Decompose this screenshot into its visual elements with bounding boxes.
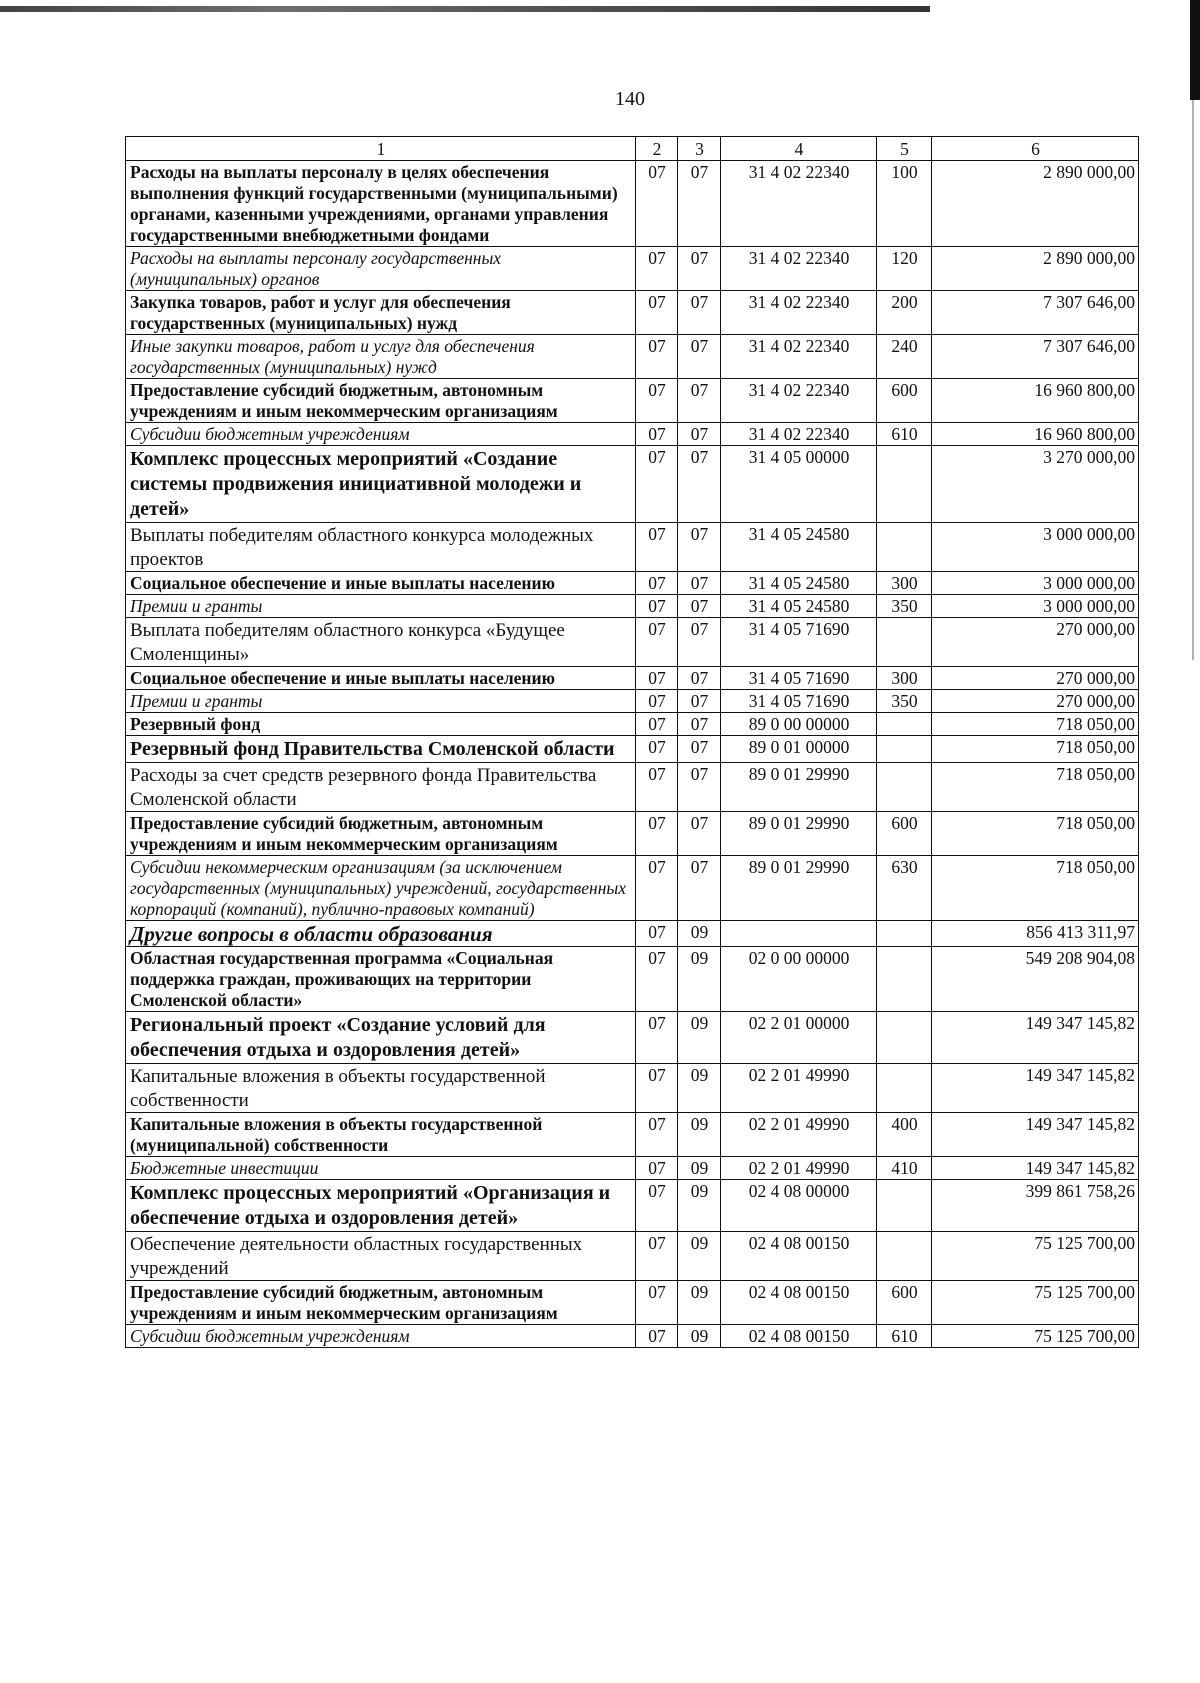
cell-name: Другие вопросы в области образования bbox=[126, 921, 636, 947]
cell-name: Предоставление субсидий бюджетным, автономным учреждениям и иным некоммерческим организациям bbox=[126, 1281, 636, 1325]
table-row bbox=[126, 921, 1139, 947]
cell-name: Субсидии некоммерческим организациям (за исключением государственных (муниципальных) учреждений, государственных корпораций (компаний), публично-правовых компаний) bbox=[126, 856, 636, 921]
table-row bbox=[126, 812, 1139, 856]
cell-section: 07 bbox=[636, 667, 678, 690]
cell-section: 07 bbox=[636, 1232, 678, 1281]
cell-name: Премии и гранты bbox=[126, 595, 636, 618]
cell-amount: 856 413 311,97 bbox=[932, 921, 1139, 947]
cell-amount: 16 960 800,00 bbox=[932, 379, 1139, 423]
table-row bbox=[126, 446, 1139, 523]
cell-target-article: 31 4 05 24580 bbox=[721, 572, 877, 595]
cell-expense-type: 600 bbox=[877, 379, 932, 423]
cell-section: 07 bbox=[636, 572, 678, 595]
cell-section: 07 bbox=[636, 1157, 678, 1180]
cell-amount: 2 890 000,00 bbox=[932, 161, 1139, 247]
cell-section: 07 bbox=[636, 1180, 678, 1232]
cell-name: Капитальные вложения в объекты государственной (муниципальной) собственности bbox=[126, 1113, 636, 1157]
cell-target-article: 89 0 01 00000 bbox=[721, 736, 877, 763]
cell-section: 07 bbox=[636, 1012, 678, 1064]
cell-target-article: 31 4 02 22340 bbox=[721, 423, 877, 446]
cell-amount: 75 125 700,00 bbox=[932, 1281, 1139, 1325]
cell-expense-type bbox=[877, 1232, 932, 1281]
cell-expense-type bbox=[877, 618, 932, 667]
cell-subsection: 09 bbox=[678, 1325, 721, 1348]
cell-section: 07 bbox=[636, 812, 678, 856]
cell-expense-type: 610 bbox=[877, 423, 932, 446]
cell-subsection: 07 bbox=[678, 423, 721, 446]
table-body bbox=[126, 161, 1139, 1348]
cell-section: 07 bbox=[636, 713, 678, 736]
cell-subsection: 09 bbox=[678, 1012, 721, 1064]
cell-amount: 7 307 646,00 bbox=[932, 335, 1139, 379]
cell-subsection: 07 bbox=[678, 690, 721, 713]
cell-subsection: 07 bbox=[678, 161, 721, 247]
table-header-row bbox=[126, 137, 1139, 161]
cell-subsection: 09 bbox=[678, 947, 721, 1012]
cell-name: Расходы на выплаты персоналу государственных (муниципальных) органов bbox=[126, 247, 636, 291]
cell-amount: 549 208 904,08 bbox=[932, 947, 1139, 1012]
cell-subsection: 07 bbox=[678, 291, 721, 335]
cell-target-article: 02 4 08 00150 bbox=[721, 1281, 877, 1325]
cell-section: 07 bbox=[636, 1113, 678, 1157]
table-row bbox=[126, 667, 1139, 690]
cell-target-article: 02 2 01 49990 bbox=[721, 1157, 877, 1180]
cell-section: 07 bbox=[636, 291, 678, 335]
cell-name: Предоставление субсидий бюджетным, автономным учреждениям и иным некоммерческим организациям bbox=[126, 812, 636, 856]
cell-target-article: 02 0 00 00000 bbox=[721, 947, 877, 1012]
cell-amount: 149 347 145,82 bbox=[932, 1157, 1139, 1180]
table-row bbox=[126, 856, 1139, 921]
cell-expense-type: 600 bbox=[877, 1281, 932, 1325]
cell-amount: 75 125 700,00 bbox=[932, 1325, 1139, 1348]
cell-target-article: 02 2 01 49990 bbox=[721, 1064, 877, 1113]
cell-section: 07 bbox=[636, 379, 678, 423]
table-row bbox=[126, 335, 1139, 379]
cell-subsection: 07 bbox=[678, 446, 721, 523]
cell-name: Выплата победителям областного конкурса «Будущее Смоленщины» bbox=[126, 618, 636, 667]
cell-expense-type bbox=[877, 736, 932, 763]
cell-name: Капитальные вложения в объекты государственной собственности bbox=[126, 1064, 636, 1113]
cell-target-article: 02 2 01 49990 bbox=[721, 1113, 877, 1157]
table-row bbox=[126, 763, 1139, 812]
cell-expense-type: 120 bbox=[877, 247, 932, 291]
cell-section: 07 bbox=[636, 446, 678, 523]
cell-expense-type: 400 bbox=[877, 1113, 932, 1157]
cell-section: 07 bbox=[636, 736, 678, 763]
cell-name: Выплаты победителям областного конкурса молодежных проектов bbox=[126, 523, 636, 572]
cell-amount: 718 050,00 bbox=[932, 856, 1139, 921]
cell-amount: 75 125 700,00 bbox=[932, 1232, 1139, 1281]
cell-subsection: 07 bbox=[678, 667, 721, 690]
cell-expense-type: 350 bbox=[877, 690, 932, 713]
cell-expense-type bbox=[877, 1180, 932, 1232]
cell-expense-type bbox=[877, 446, 932, 523]
cell-target-article: 02 4 08 00000 bbox=[721, 1180, 877, 1232]
cell-target-article: 31 4 05 00000 bbox=[721, 446, 877, 523]
table-row bbox=[126, 1113, 1139, 1157]
cell-subsection: 07 bbox=[678, 595, 721, 618]
cell-amount: 718 050,00 bbox=[932, 812, 1139, 856]
cell-expense-type bbox=[877, 1064, 932, 1113]
cell-name: Расходы за счет средств резервного фонда Правительства Смоленской области bbox=[126, 763, 636, 812]
cell-amount: 3 000 000,00 bbox=[932, 523, 1139, 572]
cell-expense-type: 300 bbox=[877, 572, 932, 595]
header-col-6: 6 bbox=[932, 137, 1139, 161]
cell-expense-type: 600 bbox=[877, 812, 932, 856]
header-col-2: 2 bbox=[636, 137, 678, 161]
table-row bbox=[126, 379, 1139, 423]
cell-section: 07 bbox=[636, 335, 678, 379]
cell-amount: 3 270 000,00 bbox=[932, 446, 1139, 523]
cell-subsection: 09 bbox=[678, 921, 721, 947]
cell-name: Обеспечение деятельности областных государственных учреждений bbox=[126, 1232, 636, 1281]
cell-target-article: 31 4 05 24580 bbox=[721, 595, 877, 618]
cell-name: Социальное обеспечение и иные выплаты населению bbox=[126, 572, 636, 595]
table-row bbox=[126, 291, 1139, 335]
cell-section: 07 bbox=[636, 523, 678, 572]
cell-name: Премии и гранты bbox=[126, 690, 636, 713]
cell-amount: 149 347 145,82 bbox=[932, 1113, 1139, 1157]
cell-name: Областная государственная программа «Социальная поддержка граждан, проживающих на территории Смоленской области» bbox=[126, 947, 636, 1012]
cell-target-article bbox=[721, 921, 877, 947]
header-col-5: 5 bbox=[877, 137, 932, 161]
cell-amount: 7 307 646,00 bbox=[932, 291, 1139, 335]
cell-name: Комплекс процессных мероприятий «Создание системы продвижения инициативной молодежи и детей» bbox=[126, 446, 636, 523]
cell-name: Бюджетные инвестиции bbox=[126, 1157, 636, 1180]
cell-section: 07 bbox=[636, 595, 678, 618]
table-row bbox=[126, 595, 1139, 618]
budget-table bbox=[125, 136, 1139, 1348]
cell-name: Субсидии бюджетным учреждениям bbox=[126, 1325, 636, 1348]
cell-expense-type: 610 bbox=[877, 1325, 932, 1348]
cell-subsection: 07 bbox=[678, 523, 721, 572]
table-row bbox=[126, 1012, 1139, 1064]
cell-subsection: 07 bbox=[678, 856, 721, 921]
cell-name: Закупка товаров, работ и услуг для обеспечения государственных (муниципальных) нужд bbox=[126, 291, 636, 335]
cell-amount: 399 861 758,26 bbox=[932, 1180, 1139, 1232]
cell-subsection: 09 bbox=[678, 1113, 721, 1157]
cell-amount: 718 050,00 bbox=[932, 713, 1139, 736]
cell-amount: 3 000 000,00 bbox=[932, 572, 1139, 595]
cell-target-article: 31 4 05 71690 bbox=[721, 667, 877, 690]
table-row bbox=[126, 247, 1139, 291]
cell-name: Иные закупки товаров, работ и услуг для обеспечения государственных (муниципальных) нужд bbox=[126, 335, 636, 379]
cell-expense-type bbox=[877, 921, 932, 947]
cell-expense-type: 240 bbox=[877, 335, 932, 379]
cell-subsection: 09 bbox=[678, 1281, 721, 1325]
cell-section: 07 bbox=[636, 947, 678, 1012]
cell-subsection: 07 bbox=[678, 618, 721, 667]
cell-amount: 718 050,00 bbox=[932, 736, 1139, 763]
cell-target-article: 02 4 08 00150 bbox=[721, 1232, 877, 1281]
cell-section: 07 bbox=[636, 1325, 678, 1348]
scan-artifact-top bbox=[0, 6, 930, 12]
cell-target-article: 89 0 01 29990 bbox=[721, 763, 877, 812]
cell-amount: 149 347 145,82 bbox=[932, 1012, 1139, 1064]
table-row bbox=[126, 736, 1139, 763]
cell-name: Резервный фонд Правительства Смоленской области bbox=[126, 736, 636, 763]
cell-amount: 149 347 145,82 bbox=[932, 1064, 1139, 1113]
cell-target-article: 31 4 05 71690 bbox=[721, 618, 877, 667]
cell-name: Социальное обеспечение и иные выплаты населению bbox=[126, 667, 636, 690]
cell-target-article: 31 4 02 22340 bbox=[721, 335, 877, 379]
cell-target-article: 31 4 02 22340 bbox=[721, 161, 877, 247]
cell-section: 07 bbox=[636, 618, 678, 667]
cell-target-article: 02 2 01 00000 bbox=[721, 1012, 877, 1064]
table-row bbox=[126, 572, 1139, 595]
cell-subsection: 07 bbox=[678, 763, 721, 812]
header-col-3: 3 bbox=[678, 137, 721, 161]
cell-section: 07 bbox=[636, 1281, 678, 1325]
table-row bbox=[126, 161, 1139, 247]
cell-amount: 3 000 000,00 bbox=[932, 595, 1139, 618]
table-row bbox=[126, 523, 1139, 572]
cell-section: 07 bbox=[636, 763, 678, 812]
cell-amount: 270 000,00 bbox=[932, 667, 1139, 690]
table-row bbox=[126, 947, 1139, 1012]
cell-amount: 270 000,00 bbox=[932, 618, 1139, 667]
cell-name: Региональный проект «Создание условий для обеспечения отдыха и оздоровления детей» bbox=[126, 1012, 636, 1064]
cell-name: Расходы на выплаты персоналу в целях обеспечения выполнения функций государственными (муниципальными) органами, казенными учреждениями, органами управления государственными внебюджетными фондами bbox=[126, 161, 636, 247]
cell-section: 07 bbox=[636, 247, 678, 291]
cell-expense-type: 630 bbox=[877, 856, 932, 921]
cell-target-article: 89 0 00 00000 bbox=[721, 713, 877, 736]
cell-section: 07 bbox=[636, 423, 678, 446]
cell-amount: 270 000,00 bbox=[932, 690, 1139, 713]
scan-artifact-edge bbox=[1190, 0, 1200, 100]
table-row bbox=[126, 1157, 1139, 1180]
cell-subsection: 07 bbox=[678, 572, 721, 595]
cell-target-article: 89 0 01 29990 bbox=[721, 856, 877, 921]
cell-expense-type bbox=[877, 763, 932, 812]
header-col-1: 1 bbox=[126, 137, 636, 161]
cell-target-article: 31 4 02 22340 bbox=[721, 379, 877, 423]
cell-subsection: 09 bbox=[678, 1157, 721, 1180]
cell-subsection: 07 bbox=[678, 247, 721, 291]
table-row bbox=[126, 1325, 1139, 1348]
cell-amount: 16 960 800,00 bbox=[932, 423, 1139, 446]
cell-subsection: 07 bbox=[678, 713, 721, 736]
cell-target-article: 89 0 01 29990 bbox=[721, 812, 877, 856]
cell-expense-type: 410 bbox=[877, 1157, 932, 1180]
cell-section: 07 bbox=[636, 1064, 678, 1113]
page-number: 140 bbox=[615, 88, 645, 110]
cell-subsection: 07 bbox=[678, 335, 721, 379]
table-row bbox=[126, 618, 1139, 667]
cell-subsection: 07 bbox=[678, 736, 721, 763]
table-row bbox=[126, 1064, 1139, 1113]
table-row bbox=[126, 713, 1139, 736]
table-row bbox=[126, 690, 1139, 713]
table-row bbox=[126, 1281, 1139, 1325]
cell-expense-type: 200 bbox=[877, 291, 932, 335]
cell-section: 07 bbox=[636, 690, 678, 713]
cell-expense-type bbox=[877, 713, 932, 736]
cell-name: Субсидии бюджетным учреждениям bbox=[126, 423, 636, 446]
cell-expense-type bbox=[877, 523, 932, 572]
cell-name: Резервный фонд bbox=[126, 713, 636, 736]
cell-section: 07 bbox=[636, 161, 678, 247]
cell-subsection: 09 bbox=[678, 1232, 721, 1281]
table-row bbox=[126, 1232, 1139, 1281]
cell-target-article: 31 4 05 24580 bbox=[721, 523, 877, 572]
cell-subsection: 09 bbox=[678, 1180, 721, 1232]
cell-target-article: 31 4 02 22340 bbox=[721, 247, 877, 291]
cell-amount: 718 050,00 bbox=[932, 763, 1139, 812]
cell-name: Предоставление субсидий бюджетным, автономным учреждениям и иным некоммерческим организациям bbox=[126, 379, 636, 423]
cell-expense-type: 100 bbox=[877, 161, 932, 247]
cell-subsection: 07 bbox=[678, 379, 721, 423]
header-col-4: 4 bbox=[721, 137, 877, 161]
cell-expense-type bbox=[877, 1012, 932, 1064]
cell-target-article: 02 4 08 00150 bbox=[721, 1325, 877, 1348]
cell-name: Комплекс процессных мероприятий «Организация и обеспечение отдыха и оздоровления детей» bbox=[126, 1180, 636, 1232]
cell-amount: 2 890 000,00 bbox=[932, 247, 1139, 291]
cell-target-article: 31 4 02 22340 bbox=[721, 291, 877, 335]
table-row bbox=[126, 423, 1139, 446]
table-row bbox=[126, 1180, 1139, 1232]
cell-expense-type bbox=[877, 947, 932, 1012]
cell-expense-type: 350 bbox=[877, 595, 932, 618]
cell-expense-type: 300 bbox=[877, 667, 932, 690]
cell-subsection: 07 bbox=[678, 812, 721, 856]
cell-section: 07 bbox=[636, 856, 678, 921]
cell-target-article: 31 4 05 71690 bbox=[721, 690, 877, 713]
cell-section: 07 bbox=[636, 921, 678, 947]
cell-subsection: 09 bbox=[678, 1064, 721, 1113]
scan-artifact-edge-line bbox=[1192, 100, 1194, 660]
